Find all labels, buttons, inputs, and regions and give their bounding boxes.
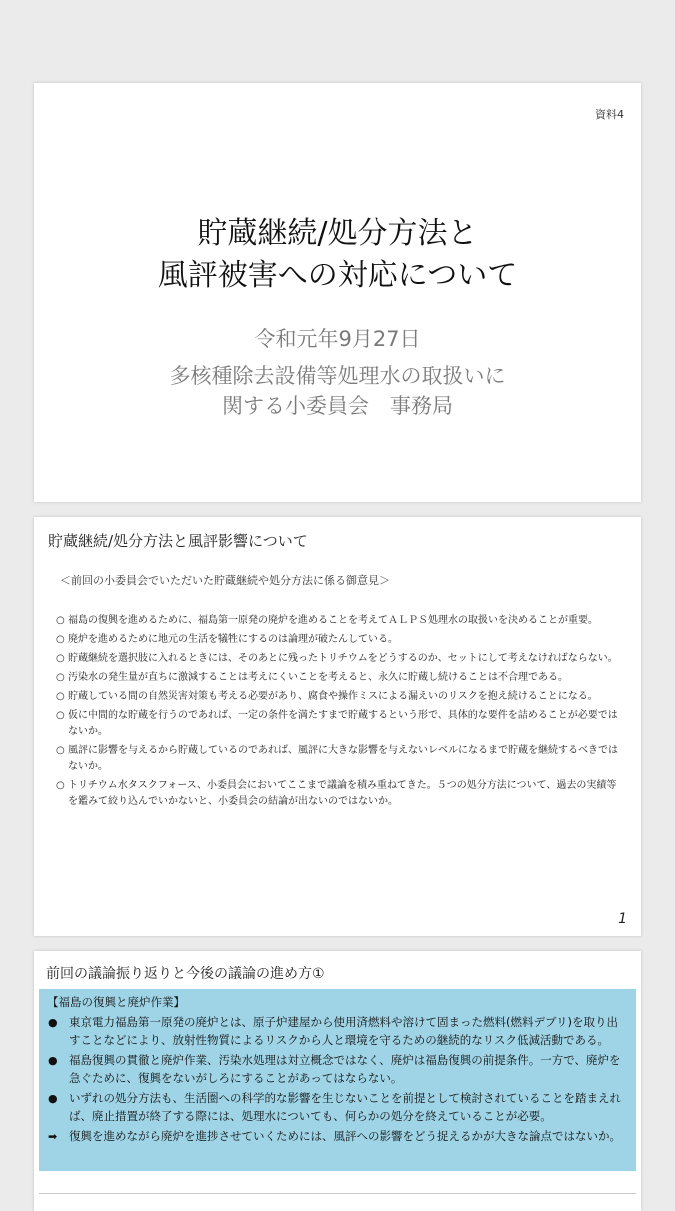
list-item [56,651,625,667]
circle-bullet-icon: ○ [56,780,65,791]
list-item [47,1014,626,1049]
opinion-text: 汚染水の発生量が直ちに激減することは考えにくいことを考えると、永久に貯蔵し続けることは不合理である。 [68,672,568,683]
slide-title: 前回の議論振り返りと今後の議論の進め方① [46,966,325,982]
circle-bullet-icon: ○ [56,653,65,664]
highlight-box [39,989,636,1171]
bullet-icon: ● [48,1054,58,1067]
slide-title: 貯蔵継続/処分方法と風評影響について [48,532,308,550]
page-number: 1 [618,911,627,927]
review-slide [34,951,641,1211]
point-text: 復興を進めながら廃炉を進捗させていくためには、風評への影響をどう捉えるかが大きな論点ではないか。 [69,1129,621,1143]
title-line-2: 風評被害への対応について [157,258,518,293]
opinion-list [56,613,625,813]
opinion-text: 貯蔵継続を選択肢に入れるときには、そのあとに残ったトリチウムをどうするのか、セットにして考えなければならない。 [68,653,618,664]
title-slide [34,83,641,502]
title-line-1: 貯蔵継続/処分方法と [197,216,478,251]
slide-main-title [34,213,641,297]
opinion-text: 風評に影響を与えるから貯蔵しているのであれば、風評に大きな影響を与えないレベルになるまで貯蔵を継続するべきではないか。 [68,745,618,772]
box-heading: 【福島の復興と廃炉作業】 [47,995,185,1009]
organization-line-1: 多核種除去設備等処理水の取扱いに [169,364,506,388]
list-item [56,708,625,740]
document-label: 資料4 [595,108,624,121]
opinion-text: 廃炉を進めるために地元の生活を犠牲にするのは論理が破たんしている。 [68,634,398,645]
circle-bullet-icon: ○ [56,615,65,626]
circle-bullet-icon: ○ [56,634,65,645]
point-text: いずれの処分方法も、生活圏への科学的な影響を生じないことを前提として検討されていることを踏まえれば、廃止措置が終了する際には、処理水についても、何らかの処分を終えていることが必要。 [69,1091,621,1123]
point-list [47,1014,626,1146]
list-item [56,778,625,810]
circle-bullet-icon: ○ [56,745,65,756]
opinion-text: トリチウム水タスクフォース、小委員会においてここまで議論を積み重ねてきた。５つの処分方法について、過去の実績等を鑑みて絞り込んでいかないと、小委員会の結論が出ないのではないか。 [68,780,617,807]
list-item [56,613,625,629]
bullet-icon: ● [48,1016,58,1029]
list-item [56,743,625,775]
point-text: 福島復興の貫徹と廃炉作業、汚染水処理は対立概念ではなく、廃炉は福島復興の前提条件。一方で、廃炉を急ぐために、復興をないがしろにすることがあってはならない。 [69,1053,621,1085]
opinions-slide [34,517,641,936]
organization-line-2: 関する小委員会 事務局 [222,394,453,418]
point-text: 東京電力福島第一原発の廃炉とは、原子炉建屋から使用済燃料や溶けて固まった燃料(燃料デブリ)を取り出すことなどにより、放射性物質によるリスクから人と環境を守るための継続的なリスク低減活動である。 [69,1015,619,1047]
list-item [56,632,625,648]
opinion-text: 仮に中間的な貯蔵を行うのであれば、一定の条件を満たすまで貯蔵するという形で、具体的な要件を詰めることが必要ではないか。 [68,710,618,737]
arrow-right-icon: ➡ [48,1130,58,1143]
divider [39,1193,636,1194]
circle-bullet-icon: ○ [56,672,65,683]
list-item [47,1090,626,1125]
list-item [47,1128,626,1146]
slide-subtitle: ＜前回の小委員会でいただいた貯蔵継続や処分方法に係る御意見＞ [60,574,390,587]
list-item [56,689,625,705]
bullet-icon: ● [48,1092,58,1105]
circle-bullet-icon: ○ [56,691,65,702]
list-item [47,1052,626,1087]
circle-bullet-icon: ○ [56,710,65,721]
organization-text [34,361,641,421]
list-item [56,670,625,686]
opinion-text: 貯蔵している間の自然災害対策も考える必要があり、腐食や操作ミスによる漏えいのリスクを抱え続けることになる。 [68,691,598,702]
opinion-text: 福島の復興を進めるために、福島第一原発の廃炉を進めることを考えてＡＬＰＳ処理水の取扱いを決めることが重要。 [68,615,598,626]
date-text: 令和元年9月27日 [254,327,421,351]
